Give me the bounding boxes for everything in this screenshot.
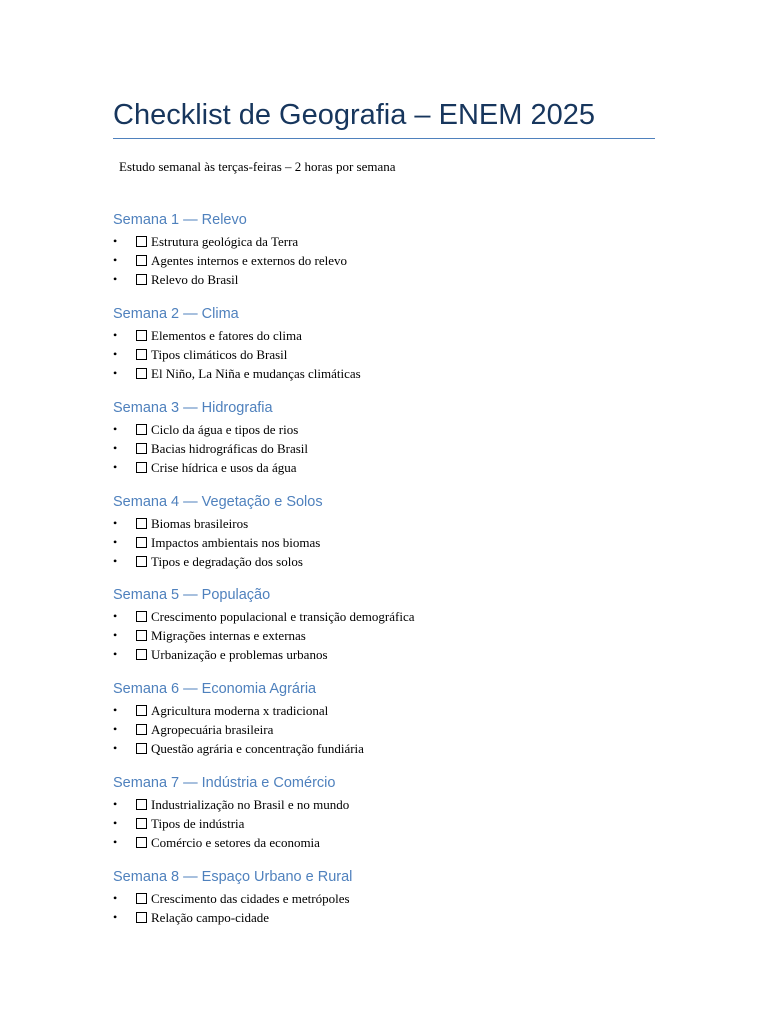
week-checklist — [113, 514, 323, 571]
bullet-icon: • — [113, 441, 118, 455]
checkbox-icon[interactable] — [136, 611, 147, 622]
checklist-item-label: Tipos climáticos do Brasil — [151, 347, 288, 362]
checkbox-icon[interactable] — [136, 330, 147, 341]
bullet-icon: • — [113, 722, 118, 736]
checklist-item — [113, 626, 415, 645]
checklist-item-label: Estrutura geológica da Terra — [151, 234, 299, 249]
week-section-3 — [113, 399, 308, 477]
week-heading: Semana 7 — Indústria e Comércio — [113, 775, 336, 791]
bullet-icon: • — [113, 647, 118, 661]
week-checklist — [113, 232, 347, 289]
week-heading: Semana 5 — População — [113, 587, 271, 603]
checkbox-icon[interactable] — [136, 349, 147, 360]
checklist-item — [113, 533, 323, 552]
week-heading: Semana 8 — Espaço Urbano e Rural — [113, 869, 353, 885]
checklist-item-label: Crescimento populacional e transição demográfica — [151, 609, 415, 624]
checklist-item — [113, 439, 308, 458]
week-heading: Semana 4 — Vegetação e Solos — [113, 494, 323, 510]
checklist-item — [113, 514, 323, 533]
document-subtitle: Estudo semanal às terças-feiras – 2 horas por semana — [119, 159, 396, 174]
bullet-icon: • — [113, 422, 118, 436]
checklist-item — [113, 232, 347, 251]
bullet-icon: • — [113, 797, 118, 811]
checklist-item-label: Tipos de indústria — [151, 816, 245, 831]
bullet-icon: • — [113, 366, 118, 380]
checklist-item-label: Urbanização e problemas urbanos — [151, 647, 328, 662]
checkbox-icon[interactable] — [136, 837, 147, 848]
checkbox-icon[interactable] — [136, 912, 147, 923]
checkbox-icon[interactable] — [136, 443, 147, 454]
checklist-item — [113, 270, 347, 289]
checklist-item-label: Relação campo-cidade — [151, 910, 270, 925]
week-checklist — [113, 701, 364, 758]
checkbox-icon[interactable] — [136, 743, 147, 754]
bullet-icon: • — [113, 516, 118, 530]
checkbox-icon[interactable] — [136, 556, 147, 567]
checklist-item — [113, 814, 349, 833]
checklist-item — [113, 251, 347, 270]
checklist-item-label: Questão agrária e concentração fundiária — [151, 741, 364, 756]
checklist-item — [113, 795, 349, 814]
bullet-icon: • — [113, 741, 118, 755]
checklist-item-label: Industrialização no Brasil e no mundo — [151, 797, 350, 812]
bullet-icon: • — [113, 460, 118, 474]
week-heading: Semana 2 — Clima — [113, 306, 239, 322]
week-section-4 — [113, 493, 323, 571]
checklist-item-label: Relevo do Brasil — [151, 272, 239, 287]
checklist-item — [113, 345, 361, 364]
bullet-icon: • — [113, 272, 118, 286]
bullet-icon: • — [113, 234, 118, 248]
bullet-icon: • — [113, 628, 118, 642]
week-checklist — [113, 795, 349, 852]
checkbox-icon[interactable] — [136, 724, 147, 735]
bullet-icon: • — [113, 835, 118, 849]
week-checklist — [113, 326, 361, 383]
checklist-item-label: Crise hídrica e usos da água — [151, 460, 297, 475]
checklist-item-label: Impactos ambientais nos biomas — [151, 535, 321, 550]
checklist-item-label: Ciclo da água e tipos de rios — [151, 422, 299, 437]
checklist-item — [113, 701, 364, 720]
checklist-item-label: Agropecuária brasileira — [151, 722, 274, 737]
checklist-item — [113, 607, 415, 626]
bullet-icon: • — [113, 347, 118, 361]
bullet-icon: • — [113, 554, 118, 568]
bullet-icon: • — [113, 703, 118, 717]
checkbox-icon[interactable] — [136, 424, 147, 435]
checklist-item — [113, 364, 361, 383]
week-checklist — [113, 420, 308, 477]
bullet-icon: • — [113, 816, 118, 830]
checkbox-icon[interactable] — [136, 818, 147, 829]
bullet-icon: • — [113, 891, 118, 905]
checklist-item — [113, 458, 308, 477]
checkbox-icon[interactable] — [136, 274, 147, 285]
checkbox-icon[interactable] — [136, 893, 147, 904]
checkbox-icon[interactable] — [136, 255, 147, 266]
bullet-icon: • — [113, 328, 118, 342]
checkbox-icon[interactable] — [136, 799, 147, 810]
document-title: Checklist de Geografia – ENEM 2025 — [113, 99, 595, 131]
week-section-2 — [113, 305, 361, 383]
checkbox-icon[interactable] — [136, 649, 147, 660]
checkbox-icon[interactable] — [136, 537, 147, 548]
checklist-item — [113, 908, 352, 927]
checklist-item-label: Biomas brasileiros — [151, 516, 249, 531]
week-section-1 — [113, 211, 347, 289]
week-heading: Semana 3 — Hidrografia — [113, 400, 273, 416]
checkbox-icon[interactable] — [136, 236, 147, 247]
checklist-item-label: Migrações internas e externas — [151, 628, 306, 643]
title-underline — [113, 138, 655, 139]
bullet-icon: • — [113, 535, 118, 549]
checkbox-icon[interactable] — [136, 518, 147, 529]
checklist-item-label: Elementos e fatores do clima — [151, 328, 302, 343]
checklist-item — [113, 326, 361, 345]
checklist-item — [113, 645, 415, 664]
checklist-item-label: Agentes internos e externos do relevo — [151, 253, 348, 268]
week-heading: Semana 6 — Economia Agrária — [113, 681, 317, 697]
checklist-item-label: El Niño, La Niña e mudanças climáticas — [151, 366, 361, 381]
checkbox-icon[interactable] — [136, 630, 147, 641]
week-checklist — [113, 889, 352, 927]
checklist-item — [113, 420, 308, 439]
week-checklist — [113, 607, 415, 664]
checklist-item — [113, 720, 364, 739]
bullet-icon: • — [113, 609, 118, 623]
checklist-item-label: Crescimento das cidades e metrópoles — [151, 891, 350, 906]
bullet-icon: • — [113, 910, 118, 924]
checkbox-icon[interactable] — [136, 462, 147, 473]
week-section-7 — [113, 774, 349, 852]
week-section-6 — [113, 680, 364, 758]
checklist-item — [113, 833, 349, 852]
week-section-5 — [113, 586, 415, 664]
checklist-item-label: Bacias hidrográficas do Brasil — [151, 441, 309, 456]
checkbox-icon[interactable] — [136, 705, 147, 716]
checklist-item — [113, 739, 364, 758]
checkbox-icon[interactable] — [136, 368, 147, 379]
week-heading: Semana 1 — Relevo — [113, 212, 247, 228]
checklist-item — [113, 552, 323, 571]
checklist-item-label: Agricultura moderna x tradicional — [151, 703, 329, 718]
checklist-item-label: Tipos e degradação dos solos — [151, 554, 303, 569]
document-page — [113, 96, 655, 925]
week-section-8 — [113, 868, 352, 927]
checklist-item — [113, 889, 352, 908]
checklist-item-label: Comércio e setores da economia — [151, 835, 320, 850]
bullet-icon: • — [113, 253, 118, 267]
